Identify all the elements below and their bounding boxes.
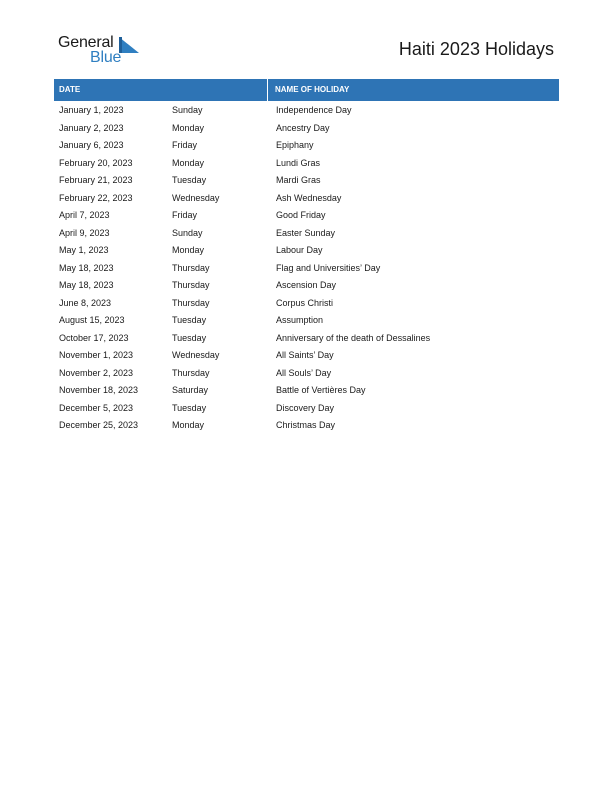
holiday-name: Ascension Day — [276, 280, 337, 290]
table-header — [54, 79, 559, 101]
table-row — [54, 312, 559, 330]
table-row — [54, 207, 559, 225]
table-row — [54, 225, 559, 243]
holiday-date: October 17, 2023 — [59, 332, 129, 343]
holiday-name: Corpus Christi — [276, 297, 334, 308]
holiday-weekday: Thursday — [172, 367, 210, 378]
holiday-weekday: Monday — [172, 420, 205, 430]
table-row — [54, 190, 559, 208]
holiday-weekday: Thursday — [172, 262, 210, 273]
holiday-name: Independence Day — [276, 105, 352, 115]
holiday-name: All Souls’ Day — [276, 367, 332, 378]
holiday-weekday: Thursday — [172, 280, 210, 290]
holiday-date: December 5, 2023 — [59, 402, 134, 413]
holiday-weekday: Monday — [172, 122, 205, 133]
holiday-weekday: Tuesday — [172, 332, 207, 343]
holiday-name: Assumption — [276, 315, 324, 325]
holiday-name: Discovery Day — [276, 402, 335, 413]
holiday-date: February 20, 2023 — [59, 157, 133, 168]
table-row — [54, 242, 559, 260]
table-row — [54, 295, 559, 313]
holiday-date: August 15, 2023 — [59, 315, 125, 325]
table-row — [54, 330, 559, 348]
holiday-weekday: Tuesday — [172, 402, 207, 413]
table-body — [54, 101, 559, 435]
holiday-name: Battle of Vertières Day — [276, 385, 366, 395]
holiday-date: April 9, 2023 — [59, 227, 110, 238]
holiday-date: June 8, 2023 — [59, 297, 112, 308]
column-header-name: NAME OF HOLIDAY — [275, 85, 350, 94]
holiday-name: Epiphany — [276, 140, 314, 150]
holiday-weekday: Thursday — [172, 297, 210, 308]
holiday-date: November 1, 2023 — [59, 350, 134, 360]
holiday-date: November 2, 2023 — [59, 367, 134, 378]
table-row — [54, 277, 559, 295]
holiday-weekday: Sunday — [172, 227, 203, 238]
table-row — [54, 400, 559, 418]
holiday-weekday: Monday — [172, 157, 205, 168]
holiday-date: May 18, 2023 — [59, 280, 114, 290]
holiday-name: All Saints’ Day — [276, 350, 334, 360]
holiday-date: December 25, 2023 — [59, 420, 139, 430]
holiday-name: Labour Day — [276, 245, 323, 255]
logo-text-general: General — [58, 34, 114, 51]
holiday-weekday: Wednesday — [172, 192, 220, 203]
holiday-date: January 1, 2023 — [59, 105, 124, 115]
table-row — [54, 365, 559, 383]
holiday-weekday: Tuesday — [172, 175, 207, 185]
holiday-name: Good Friday — [276, 210, 326, 220]
holiday-weekday: Wednesday — [172, 350, 220, 360]
holiday-date: May 18, 2023 — [59, 262, 114, 273]
holiday-date: April 7, 2023 — [59, 210, 110, 220]
page-title: Haiti 2023 Holidays — [398, 39, 554, 59]
holiday-weekday: Friday — [172, 210, 198, 220]
holiday-name: Flag and Universities’ Day — [276, 262, 381, 273]
column-header-date: DATE — [54, 79, 268, 101]
table-row — [54, 155, 559, 173]
table-row — [54, 382, 559, 400]
holiday-weekday: Monday — [172, 245, 205, 255]
holiday-table — [54, 79, 559, 435]
holiday-name: Mardi Gras — [276, 175, 321, 185]
logo-text-blue: Blue — [90, 49, 122, 66]
holiday-name: Lundi Gras — [276, 157, 321, 168]
table-row — [54, 417, 559, 435]
holiday-name: Ash Wednesday — [276, 192, 342, 203]
holiday-date: February 22, 2023 — [59, 192, 133, 203]
table-row — [54, 120, 559, 138]
table-row — [54, 172, 559, 190]
holiday-date: January 2, 2023 — [59, 122, 124, 133]
holiday-date: January 6, 2023 — [59, 140, 124, 150]
holiday-name: Christmas Day — [276, 420, 336, 430]
table-row — [54, 102, 559, 120]
holiday-weekday: Saturday — [172, 385, 209, 395]
table-row — [54, 347, 559, 365]
holiday-weekday: Sunday — [172, 105, 203, 115]
holiday-weekday: Tuesday — [172, 315, 207, 325]
holiday-weekday: Friday — [172, 140, 198, 150]
blue-triangle-icon — [119, 37, 139, 53]
logo — [58, 34, 148, 68]
holiday-name: Easter Sunday — [276, 227, 336, 238]
holiday-date: November 18, 2023 — [59, 385, 139, 395]
holiday-date: February 21, 2023 — [59, 175, 133, 185]
table-row — [54, 137, 559, 155]
table-row — [54, 260, 559, 278]
holiday-date: May 1, 2023 — [59, 245, 109, 255]
holiday-name: Ancestry Day — [276, 122, 330, 133]
holiday-name: Anniversary of the death of Dessalines — [276, 332, 431, 343]
